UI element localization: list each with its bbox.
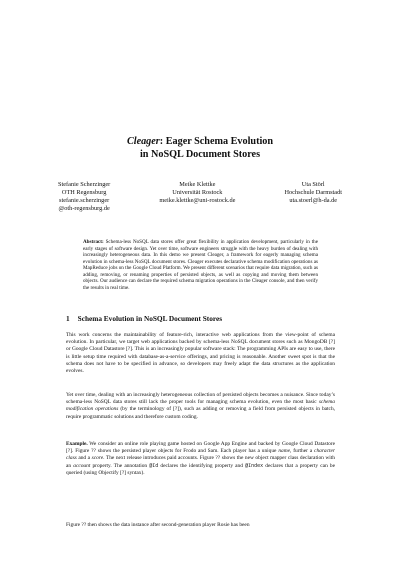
paragraph-4: [66, 522, 335, 529]
p3-text-c: and a: [76, 455, 92, 462]
paragraph-1: [66, 332, 335, 375]
p3-text-e: property. The annotation: [90, 462, 150, 469]
author-1: [58, 181, 110, 213]
abstract: [83, 239, 318, 291]
author-email: uta.stoerl@h-da.de: [289, 197, 338, 204]
author-list: [58, 181, 342, 213]
title-line-1-rest: : Eager Schema Evolution: [159, 136, 274, 147]
author-affiliation: OTH Regensburg: [61, 189, 107, 196]
author-affiliation: Hochschule Darmstadt: [284, 189, 342, 196]
p3-text-g: declares that a property can be queried (using Objectify [?] syntax).: [66, 462, 335, 476]
p3-text-f: declares the identifying property and: [158, 462, 246, 469]
p3-code-index: @Index: [245, 462, 264, 469]
p3-em-account: account: [73, 462, 91, 469]
abstract-text: Schema-less NoSQL data stores offer great flexibility in application development, particularly in the early stages of software design. Yet over time, software engineers struggle with the heavy burden of dealing with increasingly heterogeneous data. In this demo we present Cleager, a framework for eagerly managing schema evolution in schema-less NoSQL document stores. Cleager executes declarative schema modification operations as MapReduce jobs on the Google Cloud Platform. We present different scenarios that require data migration, such as adding, removing, or renaming properties of persisted objects, as well as copying and moving them between objects. Our audience can declare the required schema migration operations in the Cleager console, and then verify the results in real time.: [83, 239, 318, 291]
author-email-cont: @oth-regensburg.de: [58, 205, 110, 212]
title-line-2: in NoSQL Document Stores: [139, 149, 261, 160]
section-heading: [66, 314, 222, 323]
p3-em-score: score: [91, 455, 104, 462]
author-email: meike.klettke@uni-rostock.de: [159, 197, 236, 204]
p3-text-b: , further a: [290, 448, 315, 455]
p3-em-class: character class: [66, 448, 336, 462]
paragraph-2: [66, 392, 335, 421]
title-line-1: [0, 135, 400, 148]
author-name: Stefanie Scherzinger: [58, 181, 111, 188]
p3-em-name: name: [278, 448, 291, 455]
paragraph-4-text: Figure ?? then shows the data instance after second-generation player Rosie has been: [66, 522, 250, 528]
title-system-name: Cleager: [126, 136, 160, 147]
author-name: Uta Störl: [301, 181, 325, 188]
paragraph-1-text: This work concerns the maintainability of feature-rich, interactive web applications from the view-point of schema evolution. In particular, we target web applications backed by schema-less NoSQL document stores such as MongoDB [?] or Google Cloud Datastore [?]. This is an increasingly popular software stack: The programming APIs are easy to use, there is little setup time required with database-as-a-service offerings, and pricing is reasonable. Another sweet spot is that the schema does not have to be specified in advance, so developers may freely adapt the data structures as the application evolves.: [66, 332, 335, 375]
p2-text-b: (by the terminology of [?]), such as adding or removing a field from persisted objects in batch, require programmatic solutions and therefore custom coding.: [66, 406, 335, 420]
section-number: 1: [66, 314, 70, 323]
p3-text-a: We consider an online role playing game hosted on Google App Engine and backed by Google Cloud Datastore [?]. Figure ?? shows the persisted player objects for Frodo and Sam. Each player has a unique: [66, 441, 335, 455]
author-affiliation: Universität Rostock: [172, 189, 223, 196]
paragraph-3: [66, 441, 335, 477]
p3-lead: Example.: [66, 441, 88, 447]
abstract-label: Abstract:: [83, 239, 104, 245]
author-email: stefanie.scherzinger: [59, 197, 110, 204]
paper-title: [0, 135, 400, 161]
p3-text-d: . The next release introduces paid accounts. Figure ?? shows the new object mapper class declaration with an: [66, 455, 335, 469]
p3-code-id: @Id: [149, 462, 159, 469]
author-3: [284, 181, 342, 213]
author-name: Meike Klettke: [179, 181, 216, 188]
section-title: Schema Evolution in NoSQL Document Stores: [77, 314, 223, 323]
p2-emphasis: schema modification operations: [66, 399, 335, 413]
p2-text-a: Yet over time, dealing with an increasingly heterogeneous collection of persisted objects becomes a nuisance. Since today’s schema-less NoSQL data stores still lack the proper tools for managing schema evolution, even the most basic: [66, 392, 335, 406]
author-2: [159, 181, 235, 213]
